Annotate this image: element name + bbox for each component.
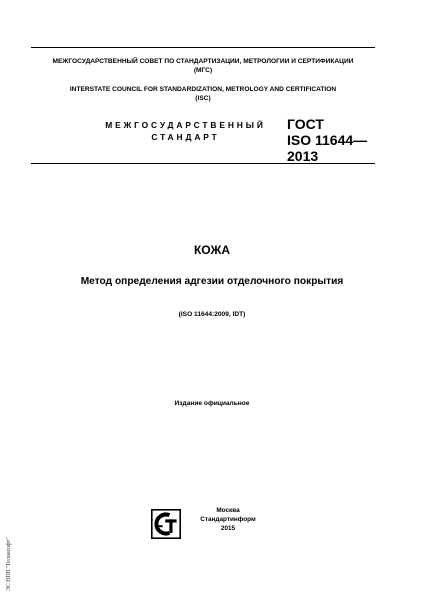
standartinform-logo-icon <box>151 509 181 539</box>
publisher-name: Стандартинформ <box>200 516 256 523</box>
council-name-ru-line: МЕЖГОСУДАРСТВЕННЫЙ СОВЕТ ПО СТАНДАРТИЗАЦИИ, МЕТРОЛОГИИ И СЕРТИФИКАЦИИ <box>52 58 354 65</box>
council-abbr-en: (ISC) <box>195 94 211 102</box>
designation-gost: ГОСТ <box>287 116 324 132</box>
standard-type-line1: МЕЖГОСУДАРСТВЕННЫЙ <box>105 120 266 130</box>
header-bottom-rule <box>31 163 375 164</box>
standard-type-line2: СТАНДАРТ <box>151 132 220 142</box>
publication-year: 2015 <box>220 525 236 532</box>
document-title: КОЖА <box>193 243 230 257</box>
council-name-en-line: INTERSTATE COUNCIL FOR STANDARDIZATION, METROLOGY AND CERTIFICATION <box>69 86 337 93</box>
standard-type <box>88 119 283 143</box>
designation-year: 2013 <box>287 148 319 164</box>
council-name-en <box>31 86 375 103</box>
document-subtitle: Метод определения адгезии отделочного покрытия <box>80 276 344 287</box>
header-top-rule <box>31 47 375 48</box>
publisher-block <box>186 506 270 533</box>
edition-label: Издание официальное <box>174 400 250 407</box>
council-abbr-ru: (МГС) <box>193 66 213 74</box>
council-name-ru <box>31 58 375 75</box>
designation-iso-number: ISO 11644— <box>287 132 368 148</box>
iso-equivalence: (ISO 11644:2009, IDT) <box>178 311 246 318</box>
side-watermark-note: ЭС НПП "Гелиасофт" <box>6 537 12 591</box>
publisher-city: Москва <box>216 507 240 514</box>
standard-designation <box>287 116 367 164</box>
